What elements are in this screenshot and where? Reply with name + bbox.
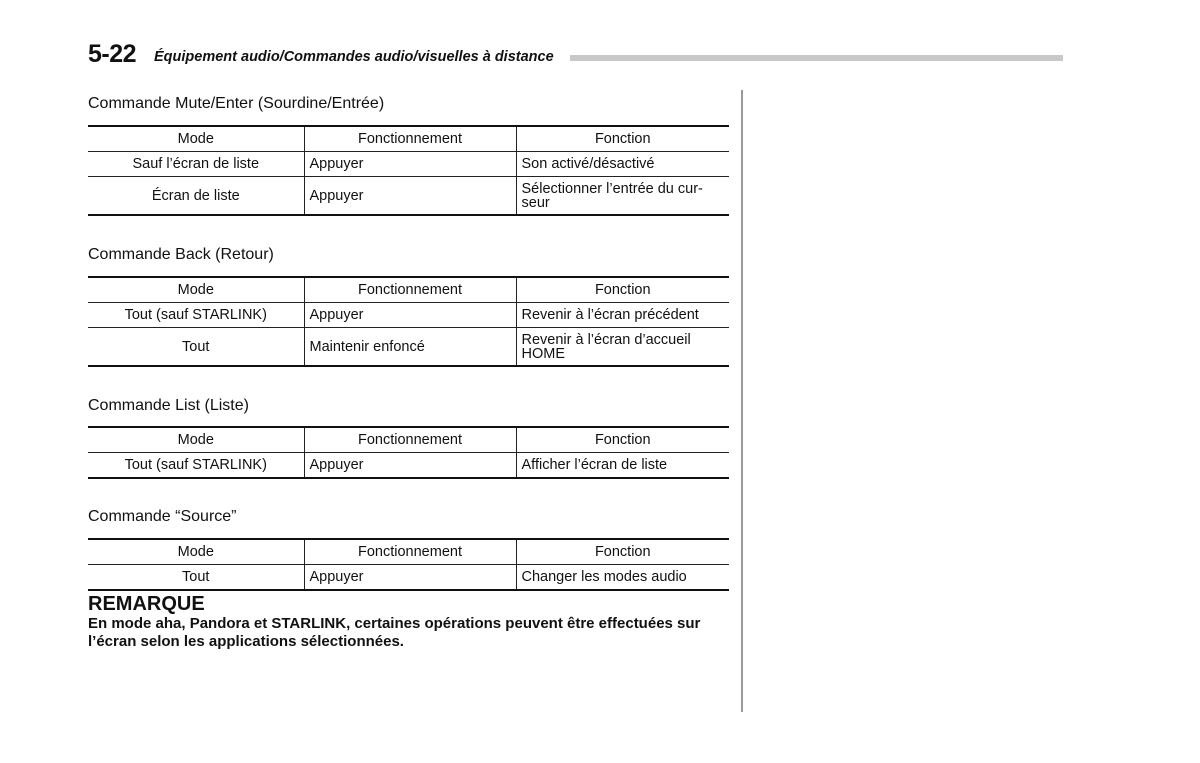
mute-enter-table [88,125,729,216]
section-title-mute-enter: Commande Mute/Enter (Sourdine/Entrée) [88,95,385,112]
cell-function: Changer les modes audio [516,565,729,591]
column-header-mode: Mode [88,539,304,565]
cell-mode: Tout [88,328,304,367]
section-title-back: Commande Back (Retour) [88,246,274,263]
cell-operation: Maintenir enfoncé [304,328,516,367]
column-header-mode: Mode [88,277,304,303]
note-text: En mode aha, Pandora et STARLINK, certaines opérations peuvent être effectuées sur l’écran selon les applications sélectionnées. [88,615,701,650]
column-header-operation: Fonctionnement [304,126,516,152]
column-header-operation: Fonctionnement [304,539,516,565]
note-title: REMARQUE [88,593,205,615]
cell-mode: Tout (sauf STARLINK) [88,303,304,328]
source-table [88,538,729,591]
column-header-function: Fonction [516,126,729,152]
cell-mode: Tout (sauf STARLINK) [88,453,304,479]
table-header-row [88,277,729,303]
cell-mode: Sauf l’écran de liste [88,152,304,177]
back-table [88,276,729,367]
table-row [88,453,729,479]
cell-mode: Tout [88,565,304,591]
cell-operation: Appuyer [304,152,516,177]
section-title-source: Commande “Source” [88,508,237,525]
cell-mode: Écran de liste [88,177,304,216]
column-header-mode: Mode [88,427,304,453]
cell-function: Revenir à l’écran précédent [516,303,729,328]
table-row [88,152,729,177]
cell-function: Afficher l’écran de liste [516,453,729,479]
table-row [88,303,729,328]
cell-operation: Appuyer [304,453,516,479]
cell-function: Revenir à l’écran d’accueil HOME [516,328,729,367]
table-row [88,565,729,591]
cell-operation: Appuyer [304,565,516,591]
column-header-mode: Mode [88,126,304,152]
cell-function: Sélectionner l’entrée du cur- seur [516,177,729,216]
column-header-function: Fonction [516,277,729,303]
column-header-operation: Fonctionnement [304,427,516,453]
cell-function: Son activé/désactivé [516,152,729,177]
table-header-row [88,539,729,565]
page-number: 5-22 [88,40,137,68]
section-title-list: Commande List (Liste) [88,397,249,414]
table-header-row [88,126,729,152]
column-header-operation: Fonctionnement [304,277,516,303]
column-divider [741,90,743,712]
column-header-function: Fonction [516,539,729,565]
column-header-function: Fonction [516,427,729,453]
table-header-row [88,427,729,453]
list-table [88,426,729,479]
table-row [88,328,729,367]
cell-operation: Appuyer [304,303,516,328]
cell-operation: Appuyer [304,177,516,216]
table-row [88,177,729,216]
page-title: Équipement audio/Commandes audio/visuelles à distance [154,49,554,65]
